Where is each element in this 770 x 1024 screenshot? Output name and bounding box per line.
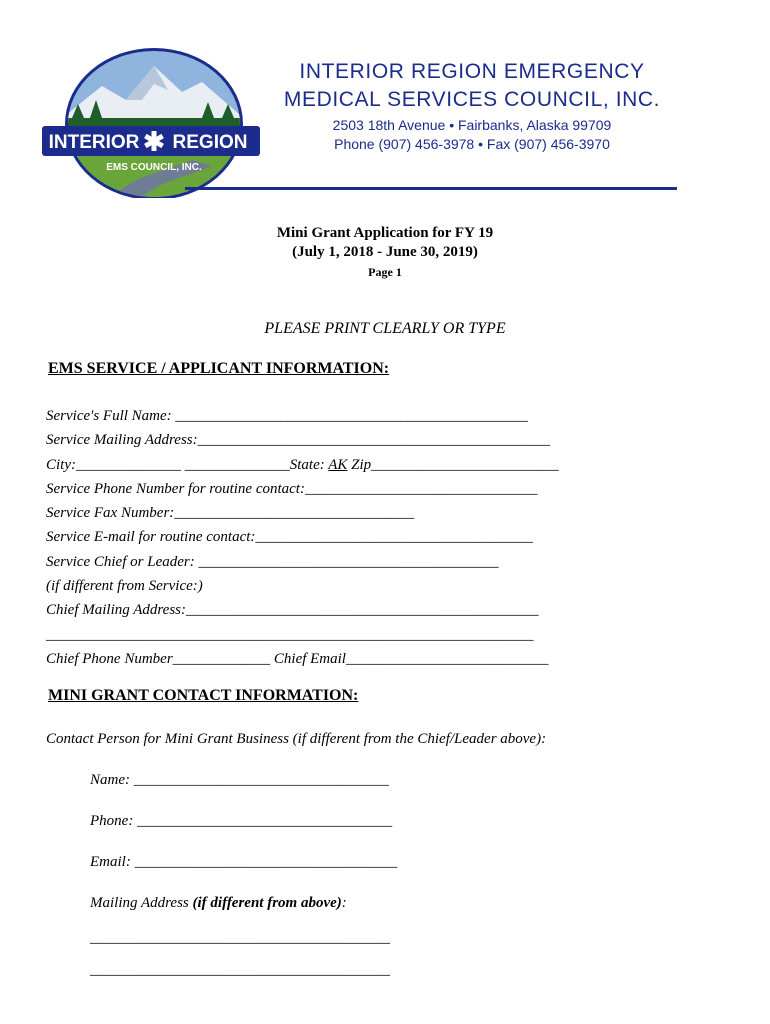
zip-label: Zip_________________________	[347, 456, 559, 473]
field-contact-email[interactable]: Email: ___________________________________	[90, 854, 398, 870]
field-service-chief[interactable]: Service Chief or Leader: ________________________________________	[46, 553, 499, 570]
contact-mailing-label	[90, 893, 347, 913]
document-title: Mini Grant Application for FY 19	[276, 225, 494, 241]
field-service-email[interactable]: Service E-mail for routine contact:_____________________________________	[46, 529, 533, 546]
field-service-phone[interactable]: Service Phone Number for routine contact:_______________________________	[46, 480, 538, 497]
mailing-address-note: (if different from above)	[192, 895, 342, 911]
logo-text-ems-council: EMS COUNCIL, INC.	[106, 162, 202, 173]
org-address: 2503 18th Avenue • Fairbanks, Alaska 99709	[332, 117, 612, 133]
field-chief-address-line2[interactable]: _________________________________________________________________	[46, 626, 534, 643]
field-chief-phone-email[interactable]: Chief Phone Number_____________ Chief Email___________________________	[46, 650, 549, 667]
org-name-line2: MEDICAL SERVICES COUNCIL, INC.	[283, 88, 661, 111]
field-mailing-address[interactable]: Service Mailing Address:_______________________________________________	[46, 432, 551, 449]
org-phone-fax: Phone (907) 456-3978 • Fax (907) 456-3970	[334, 136, 610, 152]
field-service-fax[interactable]: Service Fax Number:________________________________	[46, 505, 415, 522]
header-divider	[185, 187, 677, 190]
field-chief-mailing-address[interactable]: Chief Mailing Address:_______________________________________________	[46, 602, 539, 619]
state-value: AK	[328, 456, 348, 473]
document-subtitle: (July 1, 2018 - June 30, 2019)	[292, 244, 478, 260]
field-service-name[interactable]: Service's Full Name: _______________________________________________	[46, 408, 528, 424]
field-city-state-zip[interactable]	[46, 453, 646, 477]
section-contact-heading: MINI GRANT CONTACT INFORMATION:	[48, 687, 359, 704]
chief-note: (if different from Service:)	[46, 578, 203, 595]
print-instruction: PLEASE PRINT CLEARLY OR TYPE	[264, 320, 506, 337]
field-contact-address-line2[interactable]: ________________________________________	[90, 962, 390, 978]
field-contact-name[interactable]: Name: __________________________________	[90, 772, 389, 788]
logo-text-interior: INTERIOR	[48, 132, 140, 153]
applicant-fields	[46, 404, 646, 671]
section-applicant-heading: EMS SERVICE / APPLICANT INFORMATION:	[48, 360, 390, 377]
mailing-address-colon: :	[341, 895, 347, 911]
org-name-line1: INTERIOR REGION EMERGENCY	[299, 60, 645, 83]
page-label: Page 1	[368, 265, 402, 279]
field-contact-phone[interactable]: Phone: __________________________________	[90, 813, 393, 829]
logo-text-region: REGION	[172, 132, 248, 153]
field-contact-address-line1[interactable]: ________________________________________	[90, 930, 390, 946]
city-label: City:______________ ______________State:	[46, 456, 329, 473]
mailing-address-label: Mailing Address	[90, 895, 193, 911]
interior-region-logo	[42, 48, 260, 198]
contact-intro: Contact Person for Mini Grant Business (if different from the Chief/Leader above):	[46, 731, 547, 747]
